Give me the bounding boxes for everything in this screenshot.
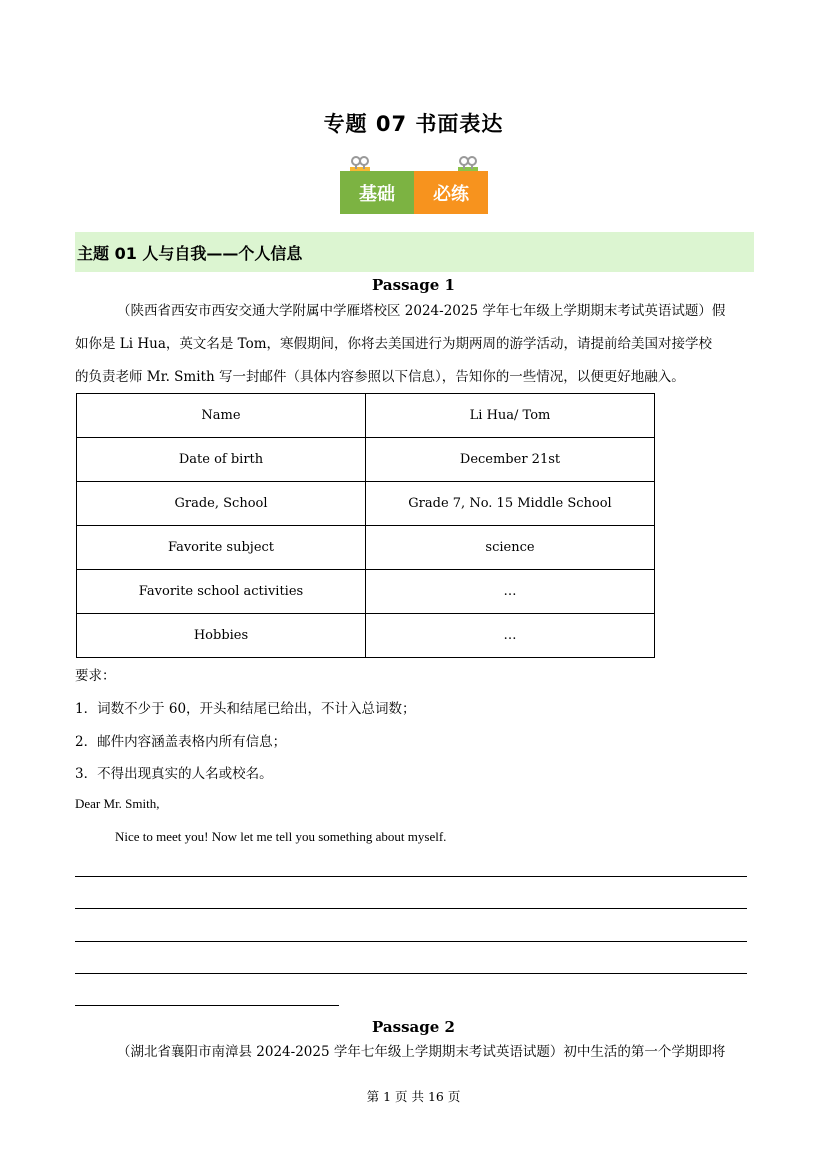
answer-line xyxy=(75,876,747,877)
page-footer: 第 1 页 共 16 页 xyxy=(366,1089,461,1104)
requirement-item: 3．不得出现真实的人名或校名。 xyxy=(75,766,273,782)
page-title: 专题 07 书面表达 xyxy=(323,112,504,136)
table-value: … xyxy=(366,614,655,658)
table-value: December 21st xyxy=(366,438,655,482)
table-value: Grade 7, No. 15 Middle School xyxy=(366,482,655,526)
passage-1-intro xyxy=(75,295,755,394)
letter-salutation: Dear Mr. Smith, xyxy=(75,796,160,811)
intro-line: 如你是 Li Hua，英文名是 Tom，寒假期间，你将去美国进行为期两周的游学活动，请提前给美国对接学校 xyxy=(75,336,713,352)
table-label: Grade, School xyxy=(77,482,366,526)
info-table xyxy=(76,393,655,658)
requirement-item: 2．邮件内容涵盖表格内所有信息； xyxy=(75,734,287,750)
table-row xyxy=(77,482,655,526)
answer-line xyxy=(75,908,747,909)
table-label: Hobbies xyxy=(77,614,366,658)
passage-1-title: Passage 1 xyxy=(372,276,455,294)
passage-2-intro xyxy=(75,1036,755,1069)
table-row xyxy=(77,526,655,570)
table-row xyxy=(77,394,655,438)
intro-line: （陕西省西安市西安交通大学附属中学雁塔校区 2024-2025 学年七年级上学期期末考试英语试题）假 xyxy=(117,303,726,319)
table-value: Li Hua/ Tom xyxy=(366,394,655,438)
intro-line: 的负责老师 Mr. Smith 写一封邮件（具体内容参照以下信息），告知你的一些情况，以便更好地融入。 xyxy=(75,369,685,385)
section-heading: 主题 01 人与自我——个人信息 xyxy=(75,232,754,272)
table-label: Date of birth xyxy=(77,438,366,482)
passage-2-title: Passage 2 xyxy=(372,1018,455,1036)
letter-opening: Nice to meet you! Now let me tell you something about myself. xyxy=(115,829,447,844)
table-label: Favorite school activities xyxy=(77,570,366,614)
answer-line xyxy=(75,941,747,942)
intro-line: （湖北省襄阳市南漳县 2024-2025 学年七年级上学期期末考试英语试题）初中生活的第一个学期即将 xyxy=(117,1044,726,1060)
answer-line xyxy=(75,973,747,974)
table-label: Name xyxy=(77,394,366,438)
table-row xyxy=(77,570,655,614)
badge-left-label: 基础 xyxy=(340,171,414,214)
badge-right-label: 必练 xyxy=(414,171,488,214)
table-value: science xyxy=(366,526,655,570)
requirement-item: 1．词数不少于 60，开头和结尾已给出，不计入总词数； xyxy=(75,701,416,717)
section-badge xyxy=(340,155,488,215)
table-label: Favorite subject xyxy=(77,526,366,570)
table-row xyxy=(77,614,655,658)
requirements-title: 要求： xyxy=(75,668,116,684)
table-value: … xyxy=(366,570,655,614)
answer-line xyxy=(75,1005,339,1006)
table-row xyxy=(77,438,655,482)
